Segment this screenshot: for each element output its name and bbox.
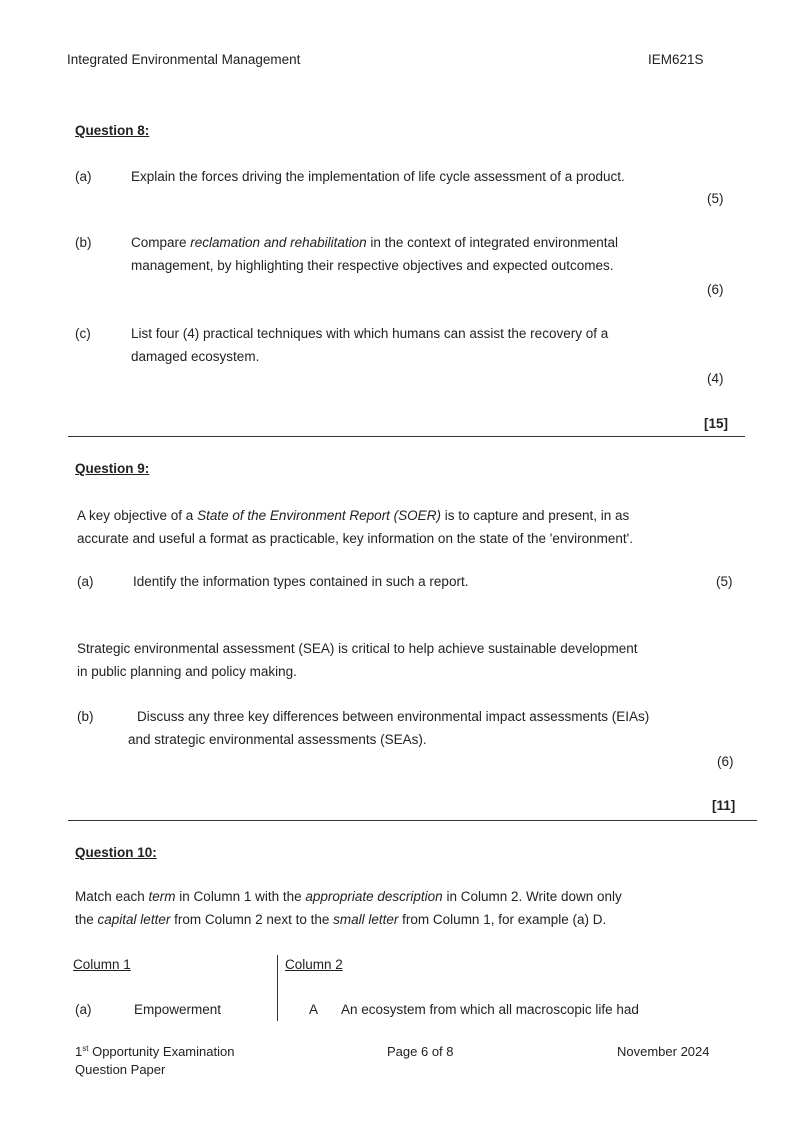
q8b-line2: management, by highlighting their respective objectives and expected outcomes. [131,258,614,273]
footer-date: November 2024 [617,1044,710,1059]
q9-intro-line1: A key objective of a State of the Environment Report (SOER) is to capture and present, in as [77,508,630,523]
q9-total: [11] [712,798,736,813]
question-9-title: Question 9: [75,461,150,476]
column-1-header: Column 1 [73,957,131,972]
q9a-label: (a) [77,574,94,589]
row-description: An ecosystem from which all macroscopic life had [341,1002,639,1017]
question-10-title: Question 10: [75,845,157,860]
q9a-text: Identify the information types contained in such a report. [133,574,469,589]
q8c-marks: (4) [707,371,724,386]
q9a-marks: (5) [716,574,733,589]
q10-instruction-line1: Match each term in Column 1 with the appropriate description in Column 2. Write down only [75,889,622,904]
divider [68,436,745,437]
q8a-text: Explain the forces driving the implementation of life cycle assessment of a product. [131,169,625,184]
q9-para2-line2: in public planning and policy making. [77,664,297,679]
page-number: Page 6 of 8 [387,1044,454,1059]
q9b-marks: (6) [717,754,734,769]
course-code: IEM621S [648,52,704,67]
q8b-marks: (6) [707,282,724,297]
footer-paper: Question Paper [75,1062,166,1077]
q8a-label: (a) [75,169,92,184]
row-term: Empowerment [134,1002,222,1017]
q8c-label: (c) [75,326,91,341]
column-2-header: Column 2 [285,957,343,972]
q8c-line2: damaged ecosystem. [131,349,260,364]
row-label: (a) [75,1002,92,1017]
q9-intro-line2: accurate and useful a format as practicable, key information on the state of the 'environment'. [77,531,633,546]
q9b-label: (b) [77,709,94,724]
footer-exam: 1st Opportunity Examination [75,1044,235,1059]
q8-total: [15] [704,416,729,431]
q8a-marks: (5) [707,191,724,206]
divider [68,820,757,821]
column-divider [277,955,278,1021]
question-8-title: Question 8: [75,123,150,138]
row-letter: A [309,1002,319,1017]
q9b-line2: and strategic environmental assessments (SEAs). [128,732,427,747]
q8b-label: (b) [75,235,92,250]
q8b-line1: Compare reclamation and rehabilitation in the context of integrated environmental [131,235,619,250]
q9-para2-line1: Strategic environmental assessment (SEA) is critical to help achieve sustainable development [77,641,638,656]
course-title: Integrated Environmental Management [67,52,301,67]
q10-instruction-line2: the capital letter from Column 2 next to the small letter from Column 1, for example (a) D. [75,912,607,927]
q9b-line1: Discuss any three key differences between environmental impact assessments (EIAs) [137,709,650,724]
q8c-line1: List four (4) practical techniques with which humans can assist the recovery of a [131,326,609,341]
